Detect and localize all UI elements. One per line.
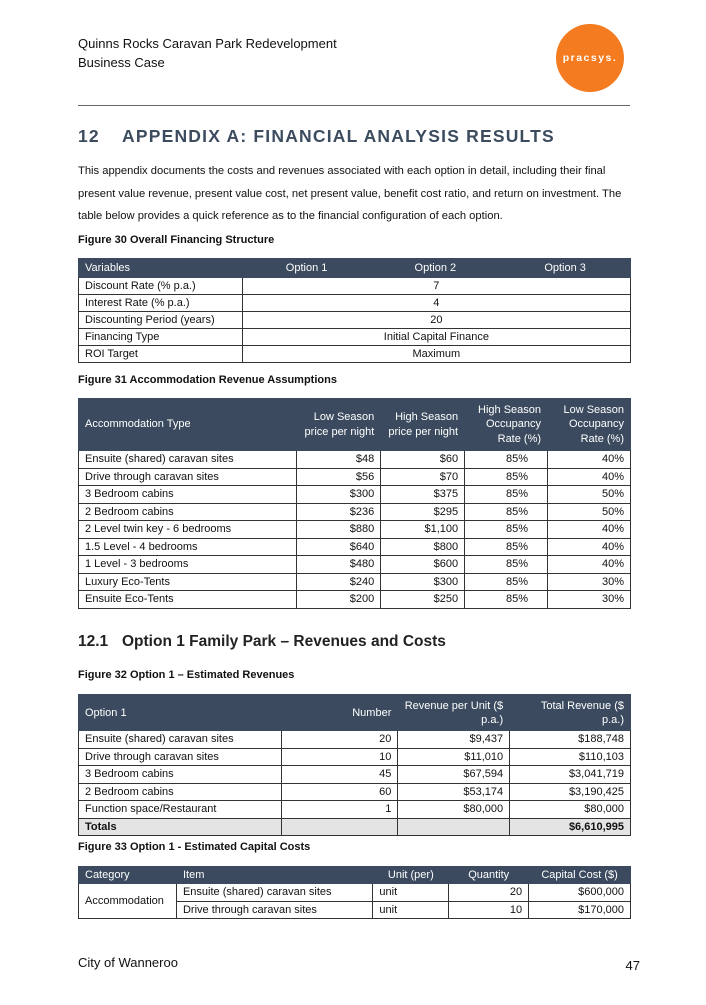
value-cell: Initial Capital Finance [242, 329, 630, 346]
low-price-cell: $240 [297, 573, 381, 591]
table-row [79, 451, 631, 469]
column-header: Option 2 [371, 259, 500, 278]
low-price-cell: $640 [297, 538, 381, 556]
value-cell: 20 [242, 312, 630, 329]
financing-structure-table [78, 258, 631, 363]
table-row [79, 783, 631, 801]
high-occupancy-cell: 85% [465, 538, 548, 556]
totals-value: $6,610,995 [510, 818, 631, 836]
page-number: 47 [625, 958, 640, 973]
estimated-revenues-table [78, 694, 631, 836]
type-cell: 1 Level - 3 bedrooms [79, 556, 297, 574]
column-header: Item [176, 867, 372, 884]
high-price-cell: $375 [381, 486, 465, 504]
figure-30-caption: Figure 30 Overall Financing Structure [78, 234, 275, 246]
low-occupancy-cell: 40% [548, 556, 631, 574]
column-header: Option 1 [79, 695, 282, 731]
table-row [79, 748, 631, 766]
high-occupancy-cell: 85% [465, 556, 548, 574]
high-price-cell: $295 [381, 503, 465, 521]
low-occupancy-cell: 30% [548, 591, 631, 609]
table-row [79, 312, 631, 329]
low-occupancy-cell: 40% [548, 521, 631, 539]
high-occupancy-cell: 85% [465, 591, 548, 609]
table-row [79, 295, 631, 312]
category-cell: Accommodation [79, 884, 177, 919]
column-header: Total Revenue ($ p.a.) [510, 695, 631, 731]
table-header-row [79, 399, 631, 451]
table-row [79, 766, 631, 784]
low-occupancy-cell: 30% [548, 573, 631, 591]
value-cell: 7 [242, 278, 630, 295]
section-heading [78, 126, 555, 147]
high-price-cell: $300 [381, 573, 465, 591]
document-header [78, 34, 337, 72]
revenue-per-unit-cell: $67,594 [398, 766, 510, 784]
item-cell: 2 Bedroom cabins [79, 783, 282, 801]
number-cell: 60 [281, 783, 398, 801]
footer-organisation: City of Wanneroo [78, 955, 178, 970]
item-cell: 3 Bedroom cabins [79, 766, 282, 784]
high-occupancy-cell: 85% [465, 573, 548, 591]
subsection-title: Option 1 Family Park – Revenues and Costs [122, 633, 446, 650]
empty-cell [398, 818, 510, 836]
high-price-cell: $600 [381, 556, 465, 574]
revenue-per-unit-cell: $11,010 [398, 748, 510, 766]
low-price-cell: $300 [297, 486, 381, 504]
figure-33-caption: Figure 33 Option 1 - Estimated Capital Costs [78, 841, 311, 853]
capital-cost-cell: $170,000 [529, 901, 631, 919]
number-cell: 45 [281, 766, 398, 784]
type-cell: 2 Bedroom cabins [79, 503, 297, 521]
high-occupancy-cell: 85% [465, 468, 548, 486]
column-header: Accommodation Type [79, 399, 297, 451]
low-occupancy-cell: 50% [548, 503, 631, 521]
type-cell: 1.5 Level - 4 bedrooms [79, 538, 297, 556]
total-revenue-cell: $3,041,719 [510, 766, 631, 784]
quantity-cell: 10 [449, 901, 529, 919]
low-occupancy-cell: 40% [548, 538, 631, 556]
type-cell: Drive through caravan sites [79, 468, 297, 486]
total-revenue-cell: $3,190,425 [510, 783, 631, 801]
column-header: Category [79, 867, 177, 884]
type-cell: Ensuite Eco-Tents [79, 591, 297, 609]
low-price-cell: $56 [297, 468, 381, 486]
low-occupancy-cell: 40% [548, 468, 631, 486]
column-header: Low Season price per night [297, 399, 381, 451]
low-price-cell: $236 [297, 503, 381, 521]
table-row [79, 801, 631, 819]
table-row [79, 503, 631, 521]
figure-31-caption: Figure 31 Accommodation Revenue Assumptions [78, 374, 337, 386]
high-occupancy-cell: 85% [465, 451, 548, 469]
item-cell: Drive through caravan sites [176, 901, 372, 919]
high-price-cell: $1,100 [381, 521, 465, 539]
table-row [79, 278, 631, 295]
column-header: Low Season Occupancy Rate (%) [548, 399, 631, 451]
high-price-cell: $60 [381, 451, 465, 469]
intro-paragraph: This appendix documents the costs and revenues associated with each option in detail, including their final present value revenue, present value cost, net present value, benefit cost ratio, and return on investment. The table below provides a quick reference as to the financial configuration of each option. [78, 165, 622, 222]
table-row [79, 329, 631, 346]
unit-cell: unit [373, 901, 449, 919]
total-revenue-cell: $110,103 [510, 748, 631, 766]
table-row [79, 538, 631, 556]
column-header: Option 3 [500, 259, 631, 278]
table-row [79, 884, 631, 902]
logo-text: pracsys. [562, 52, 618, 64]
low-price-cell: $480 [297, 556, 381, 574]
table-row [79, 486, 631, 504]
header-subtitle: Business Case [78, 55, 165, 70]
figure-32-caption: Figure 32 Option 1 – Estimated Revenues [78, 669, 295, 681]
column-header: Number [281, 695, 398, 731]
revenue-per-unit-cell: $80,000 [398, 801, 510, 819]
high-price-cell: $800 [381, 538, 465, 556]
type-cell: 2 Level twin key - 6 bedrooms [79, 521, 297, 539]
revenue-per-unit-cell: $53,174 [398, 783, 510, 801]
table-row [79, 346, 631, 363]
low-price-cell: $880 [297, 521, 381, 539]
table-row [79, 468, 631, 486]
capital-costs-table [78, 866, 631, 919]
variable-cell: Discount Rate (% p.a.) [79, 278, 243, 295]
high-occupancy-cell: 85% [465, 521, 548, 539]
column-header: High Season Occupancy Rate (%) [465, 399, 548, 451]
column-header: Quantity [449, 867, 529, 884]
low-occupancy-cell: 40% [548, 451, 631, 469]
header-title: Quinns Rocks Caravan Park Redevelopment [78, 36, 337, 51]
item-cell: Drive through caravan sites [79, 748, 282, 766]
variable-cell: Discounting Period (years) [79, 312, 243, 329]
column-header: Revenue per Unit ($ p.a.) [398, 695, 510, 731]
variable-cell: ROI Target [79, 346, 243, 363]
high-occupancy-cell: 85% [465, 503, 548, 521]
pracsys-logo [556, 24, 624, 92]
value-cell: 4 [242, 295, 630, 312]
unit-cell: unit [373, 884, 449, 902]
section-number: 12 [78, 126, 100, 146]
item-cell: Ensuite (shared) caravan sites [176, 884, 372, 902]
section-title: APPENDIX A: FINANCIAL ANALYSIS RESULTS [122, 126, 555, 146]
low-occupancy-cell: 50% [548, 486, 631, 504]
value-cell: Maximum [242, 346, 630, 363]
total-revenue-cell: $188,748 [510, 731, 631, 749]
variable-cell: Financing Type [79, 329, 243, 346]
high-price-cell: $250 [381, 591, 465, 609]
subsection-number: 12.1 [78, 633, 109, 650]
accommodation-assumptions-table [78, 398, 631, 609]
variable-cell: Interest Rate (% p.a.) [79, 295, 243, 312]
revenue-per-unit-cell: $9,437 [398, 731, 510, 749]
column-header: High Season price per night [381, 399, 465, 451]
low-price-cell: $48 [297, 451, 381, 469]
number-cell: 10 [281, 748, 398, 766]
total-revenue-cell: $80,000 [510, 801, 631, 819]
totals-label: Totals [79, 818, 282, 836]
table-row [79, 521, 631, 539]
column-header: Variables [79, 259, 243, 278]
table-header-row [79, 867, 631, 884]
subsection-heading [78, 633, 446, 651]
column-header: Capital Cost ($) [529, 867, 631, 884]
type-cell: Luxury Eco-Tents [79, 573, 297, 591]
quantity-cell: 20 [449, 884, 529, 902]
type-cell: 3 Bedroom cabins [79, 486, 297, 504]
table-row [79, 556, 631, 574]
table-row [79, 591, 631, 609]
table-row [79, 731, 631, 749]
low-price-cell: $200 [297, 591, 381, 609]
totals-row [79, 818, 631, 836]
item-cell: Ensuite (shared) caravan sites [79, 731, 282, 749]
column-header: Option 1 [242, 259, 371, 278]
table-header-row [79, 259, 631, 278]
column-header: Unit (per) [373, 867, 449, 884]
number-cell: 1 [281, 801, 398, 819]
table-header-row [79, 695, 631, 731]
header-divider [78, 105, 630, 106]
number-cell: 20 [281, 731, 398, 749]
type-cell: Ensuite (shared) caravan sites [79, 451, 297, 469]
item-cell: Function space/Restaurant [79, 801, 282, 819]
high-occupancy-cell: 85% [465, 486, 548, 504]
empty-cell [281, 818, 398, 836]
high-price-cell: $70 [381, 468, 465, 486]
capital-cost-cell: $600,000 [529, 884, 631, 902]
table-row [79, 573, 631, 591]
